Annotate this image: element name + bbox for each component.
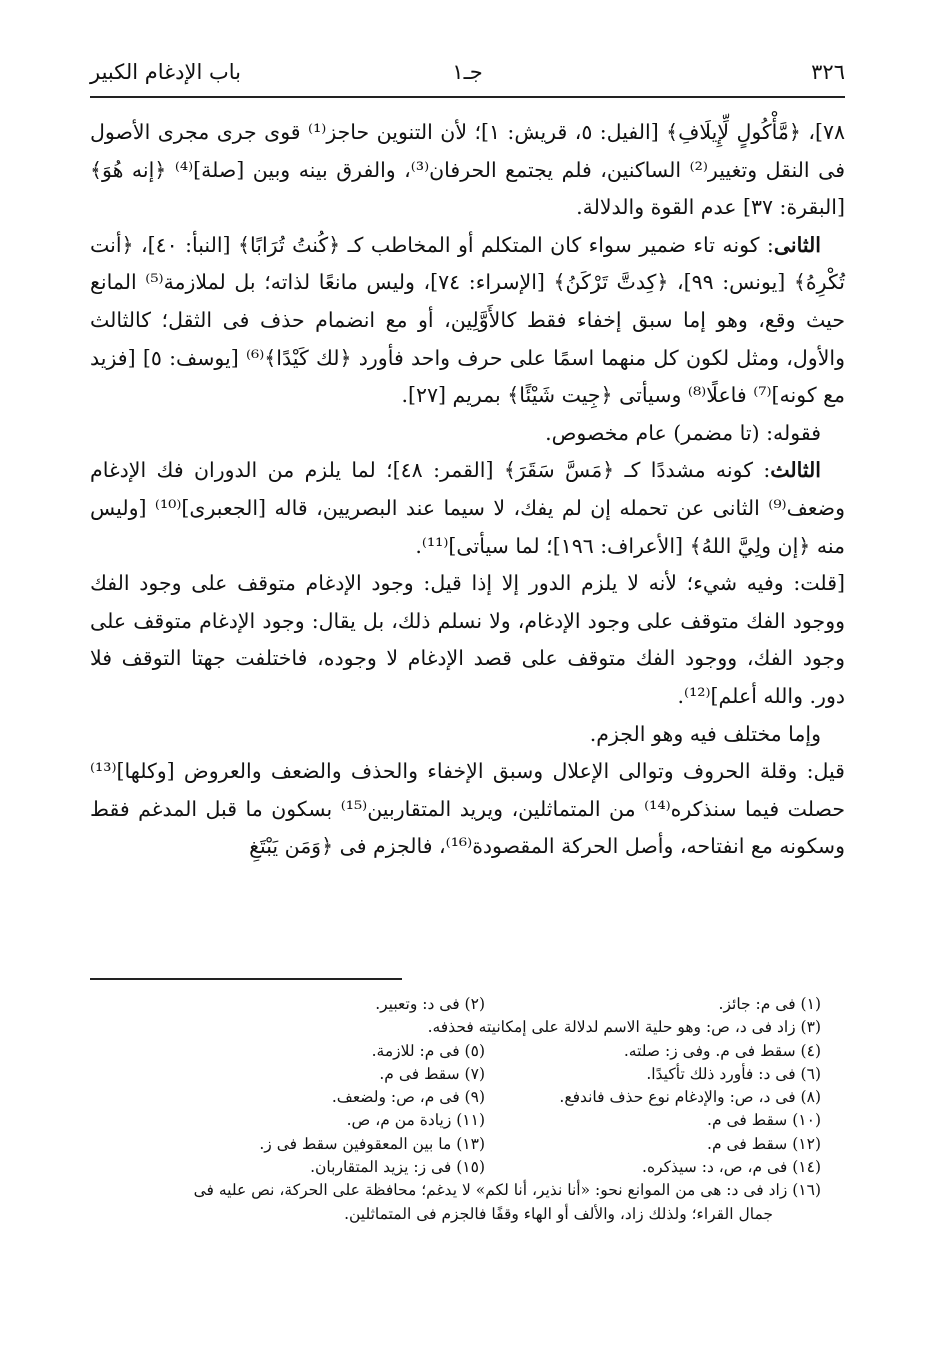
footnote-line: جمال القراء؛ ولذلك زاد، والألف أو الهاء وقفًا فالجزم فى المتماثلين.: [344, 1204, 773, 1223]
section-heading: الثانى: [773, 232, 821, 257]
footnote: (١٠) سقط فى م.: [707, 1111, 821, 1130]
footnote-line: (١٦) زاد فى د: هى من الموانع نحو: «أنا نذير، أنا لكم» لا يدغم؛ محافظة على الحركة، نص عليه فى: [193, 1181, 821, 1200]
footnote: (١) فى م: جائز.: [718, 995, 821, 1013]
volume-label: جـ١: [452, 60, 483, 84]
paragraph-text: : كونه تاء ضمير سواء كان المتكلم أو المخاطب كـ ﴿كُنتُ تُرَابًا﴾ [النبأ: ٤٠]، ﴿أنت تُكْرِهُ﴾ [يونس: ٩٩]، ﴿كِدتَّ تَرْكَنُ﴾ [الإسراء: ٧٤]، وليس مانعًا لذاته؛ بل لملازمة⁽⁵⁾ المانع حيث وقع، وهو إما سبق إخفاء فقط كالأَوَّلِين، أو مع انضمام حذف فى الثقل؛ كالثالث والأول، ومثل لكون كل منهما اسمًا على حرف واحد فأورد ﴿لك كَيْدًا﴾⁽⁶⁾ [يوسف: ٥] [فزيد مع كونه]⁽⁷⁾ فاعلًا⁽⁸⁾ وسيأتى ﴿جِيت شَيْئًا﴾ بمريم [٢٧].: [90, 232, 845, 408]
footnote: (١٢) سقط فى م.: [707, 1134, 821, 1153]
chapter-title: باب الإدغام الكبير: [90, 60, 241, 84]
paragraph: ٧٨]، ﴿مَّأْكُولٍ لِّإِيلَافِ﴾ [الفيل: ٥، قريش: ١]؛ لأن التنوين حاجز⁽¹⁾ قوى جرى مجرى الأصول فى النقل وتغيير⁽²⁾ الساكنين، فلم يجتمع الحرفان⁽³⁾، والفرق بينه وبين [صلة]⁽⁴⁾ ﴿إنه هُوَ﴾ [البقرة: ٣٧] عدم القوة والدلالة.: [90, 120, 846, 220]
footnotes: [90, 993, 845, 1226]
footnote: (٤) سقط فى م. وفى ز: صلته.: [623, 1041, 821, 1060]
paragraph: وإما مختلف فيه وهو الجزم.: [589, 721, 821, 746]
footnote: (٨) فى د، ص: والإدغام نوع حذف فاندفع.: [559, 1088, 821, 1107]
footnote: (٧) سقط فى م.: [379, 1064, 485, 1083]
footnote: (٥) فى م: للازمة.: [371, 1041, 485, 1060]
paragraph: [90, 452, 845, 565]
paragraph: [قلت: وفيه شيء؛ لأنه لا يلزم الدور إلا إذا قيل: وجود الإدغام متوقف على وجود الفك ووجود الفك متوقف على وجود الإدغام، ولا نسلم ذلك، بل يقال: وجود الإدغام متوقف على وجود الفك، ووجود الفك متوقف على قصد الإدغام لا وجوده، فاختلفت جهتا التوقف فلا دور. والله أعلم]⁽¹²⁾.: [90, 571, 845, 708]
paragraph: فقوله: (تا مضمر) عام مخصوص.: [545, 420, 821, 445]
footnote-divider: [90, 978, 402, 980]
footnote: (١٥) فى ز: يزيد المتقاربان.: [310, 1158, 485, 1177]
footnote: (٦) فى د: فأورد ذلك تأكيدًا.: [646, 1064, 821, 1083]
paragraph: [90, 227, 845, 415]
footnote: (١٤) فى م، ص، د: سيذكره.: [642, 1158, 821, 1177]
page-header: [90, 58, 845, 98]
page-number: ٣٢٦: [811, 60, 845, 84]
footnote: (٩) فى م، ص: ولضعف.: [331, 1088, 485, 1107]
footnote: [90, 1179, 845, 1226]
paragraph-text: : كونه مشددًا كـ ﴿مَسَّ سَقَرَ﴾ [القمر: ٤٨]؛ لما يلزم من الدوران فك الإدغام وضعف⁽⁹⁾ الثانى عن تحمله إن لم يفك، لا سيما عند البصريين، قاله [الجعبرى]⁽¹⁰⁾ [وليس منه ﴿إن ولِيَّ اللهُ﴾ [الأعراف: ١٩٦]؛ لما سيأتى]⁽¹¹⁾.: [90, 458, 845, 558]
main-text: [90, 114, 845, 866]
footnote: (٢) فى د: وتعبير.: [375, 995, 485, 1013]
footnote: (١٣) ما بين المعقوفين سقط فى ز.: [259, 1134, 485, 1153]
paragraph: قيل: وقلة الحروف وتوالى الإعلال وسبق الإخفاء والحذف والضعف والعروض [وكلها]⁽¹³⁾ حصلت فيما سنذكره⁽¹⁴⁾ من المتماثلين، ويريد المتقاربين⁽¹⁵⁾ بسكون ما قبل المدغم فقط وسكونه مع انفتاحه، وأصل الحركة المقصودة⁽¹⁶⁾، فالجزم فى ﴿وَمَن يَبْتَغِ: [90, 759, 845, 859]
footnote: (٣) زاد فى د، ص: وهو حلية الاسم لدلالة على إمكانيته فحذفه.: [427, 1018, 821, 1037]
footnote: (١١) زيادة من م، ص.: [346, 1111, 485, 1130]
section-heading: الثالث: [770, 458, 821, 483]
